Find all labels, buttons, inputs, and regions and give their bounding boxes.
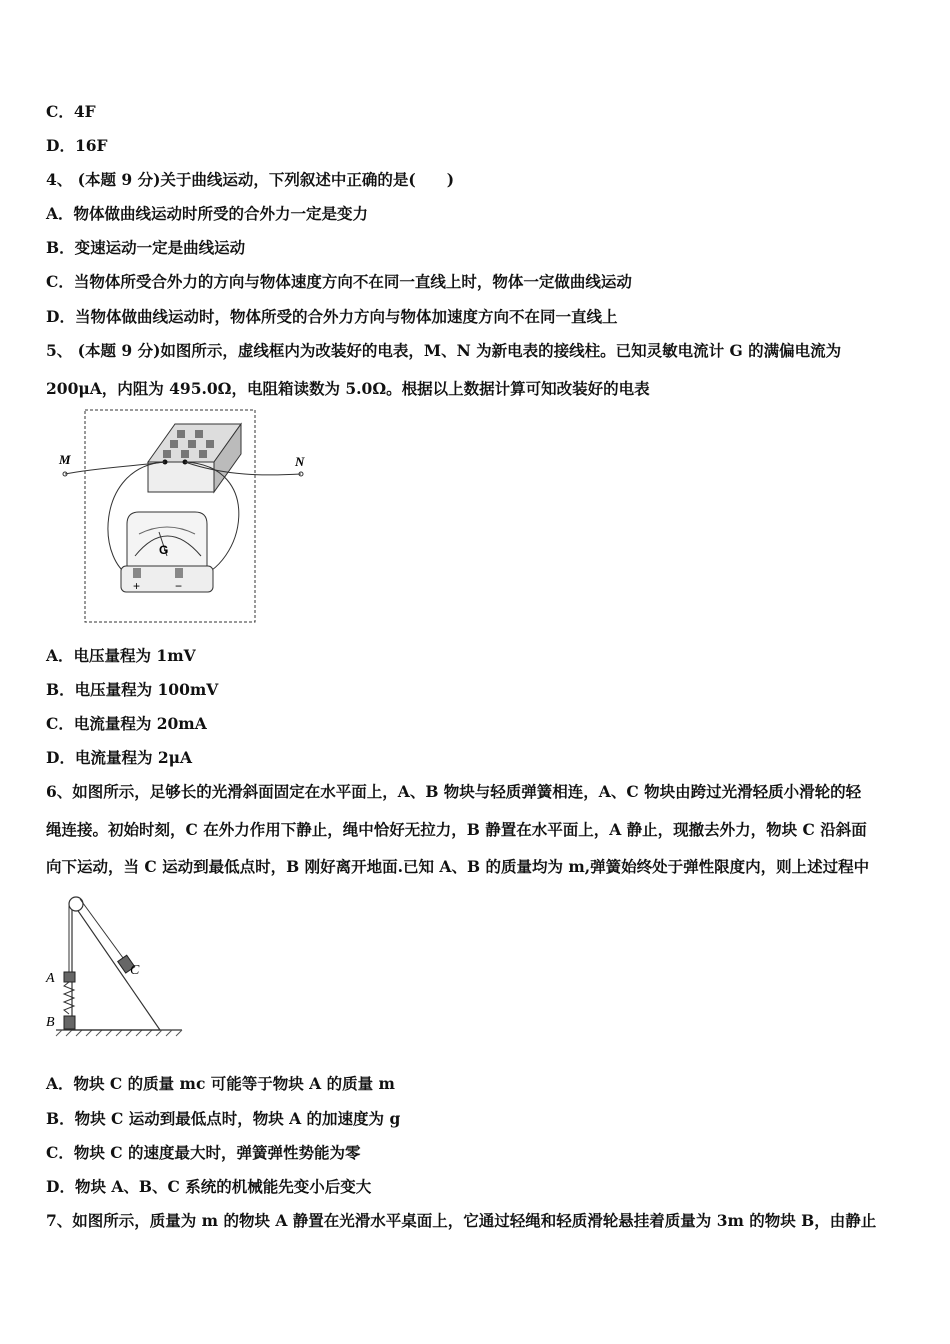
q5-option-a: A．电压量程为 1mV [46,646,196,665]
q6-option-c: C．物块 C 的速度最大时，弹簧弹性势能为零 [46,1143,361,1162]
q4-option-c: C．当物体所受合外力的方向与物体速度方向不在同一直线上时，物体一定做曲线运动 [46,272,632,291]
label-m: M [59,452,71,467]
q6-option-a: A．物块 C 的质量 mc 可能等于物块 A 的质量 m [46,1074,395,1093]
label-a: A [46,971,55,986]
q4-option-d: D．当物体做曲线运动时，物体所受的合外力方向与物体加速度方向不在同一直线上 [46,307,618,326]
q5-stem-line2: 200μA，内阻为 495.0Ω，电阻箱读数为 5.0Ω。根据以上数据计算可知改装好的电表 [46,379,650,398]
q5-option-d: D．电流量程为 2μA [46,748,192,767]
q4-option-b: B．变速运动一定是曲线运动 [46,238,246,257]
q5-option-b: B．电压量程为 100mV [46,680,219,699]
q4-option-a: A．物体做曲线运动时所受的合外力一定是变力 [46,204,369,223]
galvanometer-icon [121,512,213,593]
label-b: B [46,1015,55,1030]
block-a-icon [64,972,75,982]
label-c: C [130,963,140,978]
rope-c [80,899,126,962]
q6-stem-line3: 向下运动，当 C 运动到最低点时，B 刚好离开地面.已知 A、B 的质量均为 m,弹簧始终处于弹性限度内，则上述过程中 [46,857,870,876]
block-b-icon [64,1016,75,1029]
q6-incline-figure [42,890,192,1040]
incline [72,902,160,1030]
label-n: N [295,454,305,469]
label-g: G [159,543,169,557]
resistor-box-icon [148,424,241,492]
q3-option-d: D．16F [46,136,108,155]
q4-stem: 4、 (本题 9 分)关于曲线运动，下列叙述中正确的是( ) [46,170,455,189]
q5-stem-line1: 5、 (本题 9 分)如图所示，虚线框内为改装好的电表，M、N 为新电表的接线柱。已知灵敏电流计 G 的满偏电流为 [46,341,842,360]
q6-stem-line1: 6、如图所示，足够长的光滑斜面固定在水平面上，A、B 物块与轻质弹簧相连，A、C 物块由跨过光滑轻质小滑轮的轻 [46,782,862,801]
label-minus: − [175,579,183,593]
q6-option-d: D．物块 A、B、C 系统的机械能先变小后变大 [46,1177,372,1196]
ground-hatch [56,1030,182,1036]
pulley-icon [69,897,83,911]
q5-option-c: C．电流量程为 20mA [46,714,207,733]
q6-option-b: B．物块 C 运动到最低点时，物块 A 的加速度为 g [46,1109,401,1128]
q6-stem-line2: 绳连接。初始时刻，C 在外力作用下静止，绳中恰好无拉力，B 静置在水平面上，A 静止，现撤去外力，物块 C 沿斜面 [46,820,867,839]
q7-stem-line1: 7、如图所示，质量为 m 的物块 A 静置在光滑水平桌面上，它通过轻绳和轻质滑轮悬挂着质量为 3m 的物块 B，由静止 [46,1211,877,1230]
label-plus: + [133,579,141,593]
q5-meter-figure [55,406,315,626]
q3-option-c: C．4F [46,102,96,121]
